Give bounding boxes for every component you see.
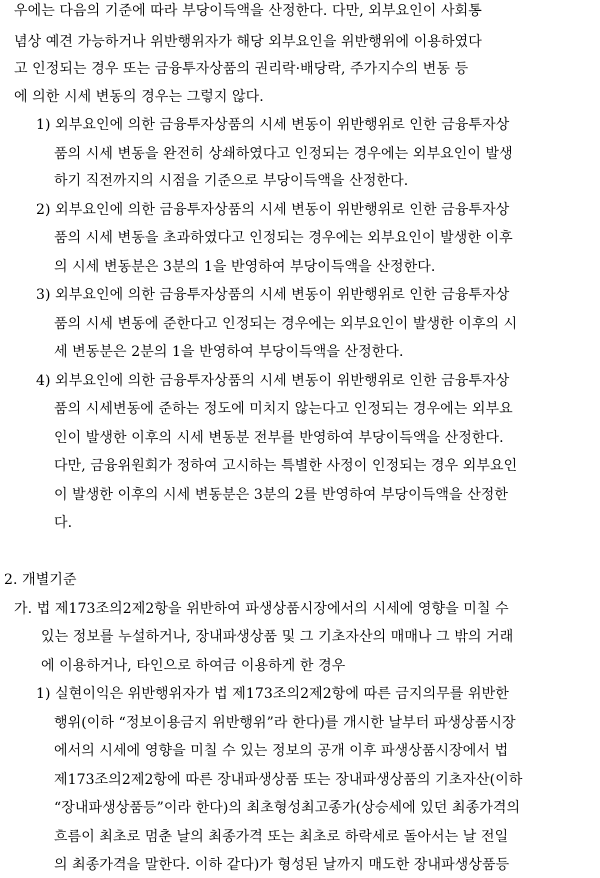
subsection-line: 가. 법 제173조의2제2항을 위반하여 파생상품시장에서의 시세에 영향을 미칠 수: [14, 601, 509, 617]
list-item-line: 품의 시세 변동에 준한다고 인정되는 경우에는 외부요인이 발생한 이후의 시: [54, 316, 518, 332]
subsection-line: 있는 정보를 누설하거나, 장내파생상품 및 그 기초자산의 매매나 그 밖의 거래: [41, 629, 514, 645]
sub-item-line: “장내파생상품등”이라 한다)의 최초형성최고종가(상승세에 있던 최종가격의: [54, 800, 521, 816]
paragraph-line: 념상 예견 가능하거나 위반행위자가 해당 외부요인을 위반행위에 이용하였다: [14, 34, 482, 50]
section-heading: 2. 개별기준: [4, 572, 77, 588]
list-item-line: 의 시세 변동분은 3분의 1을 반영하여 부당이득액을 산정한다.: [54, 259, 436, 275]
paragraph-line: 에 의한 시세 변동의 경우는 그렇지 않다.: [14, 89, 264, 105]
sub-item-line: 에서의 시세에 영향을 미칠 수 있는 정보의 공개 이후 파생상품시장에서 법: [54, 743, 509, 759]
list-item-line: 품의 시세변동에 준하는 정도에 미치지 않는다고 인정되는 경우에는 외부요: [54, 401, 513, 417]
list-item-line: 다만, 금융위원회가 정하여 고시하는 특별한 사정이 인정되는 경우 외부요인: [54, 458, 518, 474]
list-item-line: 4) 외부요인에 의한 금융투자상품의 시세 변동이 위반행위로 인한 금융투자상: [36, 373, 510, 389]
sub-item-line: 흐름이 최초로 멈춘 날의 최종가격 또는 최초로 하락세로 돌아서는 날 전일: [54, 829, 509, 845]
list-item-line: 이 발생한 이후의 시세 변동분은 3분의 2를 반영하여 부당이득액을 산정한: [54, 487, 509, 503]
list-item-line: 인이 발생한 이후의 시세 변동분 전부를 반영하여 부당이득액을 산정한다.: [54, 430, 504, 446]
list-item-line: 1) 외부요인에 의한 금융투자상품의 시세 변동이 위반행위로 인한 금융투자상: [36, 117, 510, 133]
sub-item-line: 행위(이하 “정보이용금지 위반행위”라 한다)를 개시한 날부터 파생상품시장: [54, 715, 516, 731]
paragraph-line: 고 인정되는 경우 또는 금융투자상품의 권리락·배당락, 주가지수의 변동 등: [14, 61, 469, 77]
list-item-line: 품의 시세 변동을 초과하였다고 인정되는 경우에는 외부요인이 발생한 이후: [54, 230, 513, 246]
sub-item-line: 제173조의2제2항에 따른 장내파생상품 또는 장내파생상품의 기초자산(이하: [54, 772, 523, 788]
list-item-line: 하기 직전까지의 시점을 기준으로 부당이득액을 산정한다.: [54, 173, 409, 189]
paragraph-line: 우에는 다음의 기준에 따라 부당이득액을 산정한다. 다만, 외부요인이 사회통: [14, 3, 482, 19]
list-item-line: 세 변동분은 2분의 1을 반영하여 부당이득액을 산정한다.: [54, 344, 404, 360]
list-item-line: 품의 시세 변동을 완전히 상쇄하였다고 인정되는 경우에는 외부요인이 발생: [54, 146, 513, 162]
list-item-line: 다.: [54, 515, 73, 531]
list-item-line: 3) 외부요인에 의한 금융투자상품의 시세 변동이 위반행위로 인한 금융투자상: [36, 287, 510, 303]
sub-item-line: 1) 실현이익은 위반행위자가 법 제173조의2제2항에 따른 금지의무를 위반한: [36, 686, 509, 702]
list-item-line: 2) 외부요인에 의한 금융투자상품의 시세 변동이 위반행위로 인한 금융투자상: [36, 202, 510, 218]
sub-item-line: 의 최종가격을 말한다. 이하 같다)가 형성된 날까지 매도한 장내파생상품등: [54, 857, 510, 873]
subsection-line: 에 이용하거나, 타인으로 하여금 이용하게 한 경우: [41, 658, 346, 674]
